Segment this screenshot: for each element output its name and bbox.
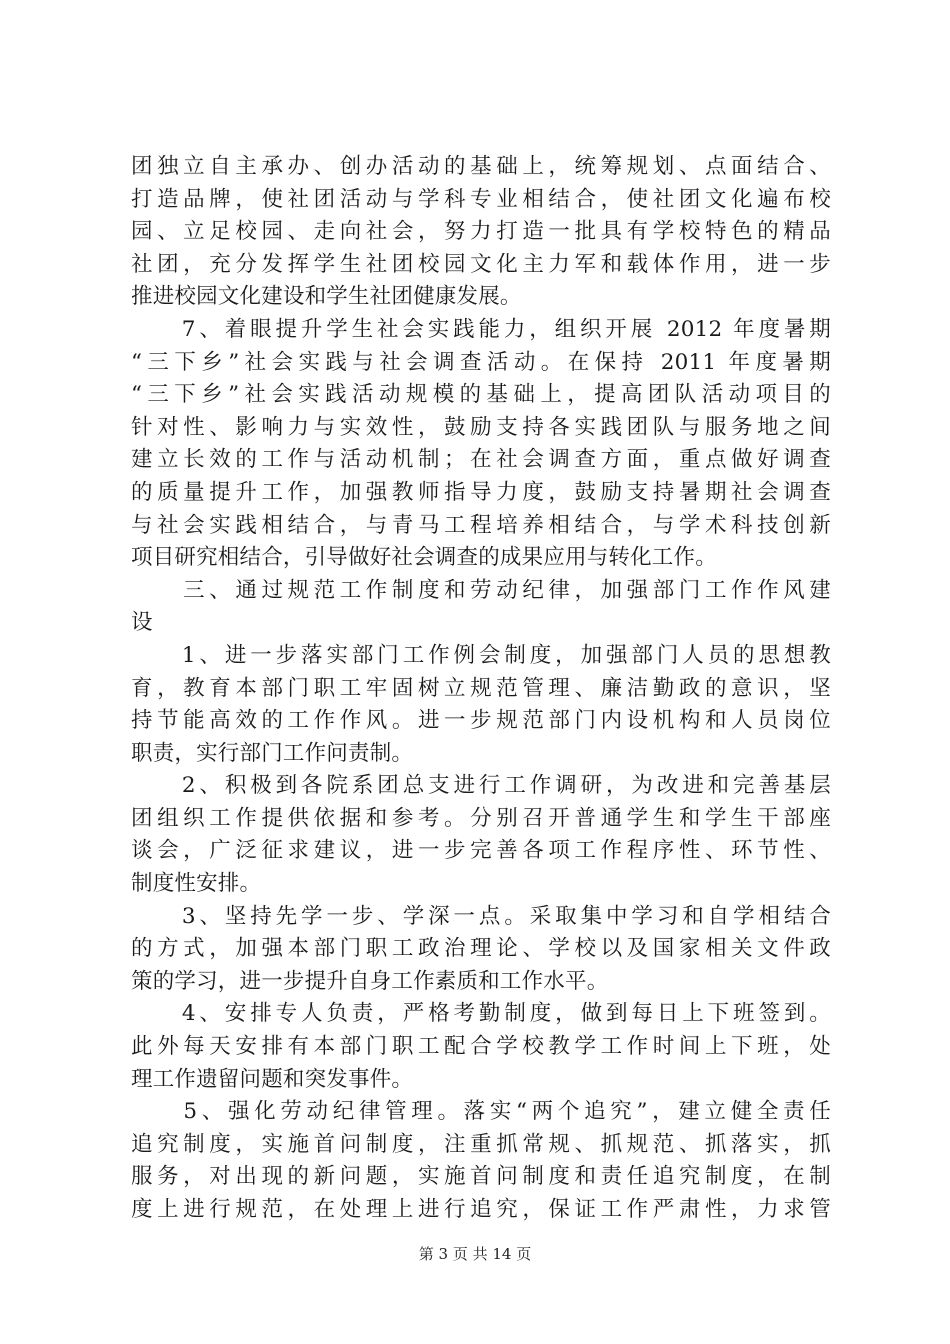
text-line: “三下乡”社会实践活动规模的基础上，提高团队活动项目的 [131,382,831,408]
text-line: 项目研究相结合，引导做好社会调查的成果应用与转化工作。 [131,545,717,571]
text-line: 团独立自主承办、创办活动的基础上，统筹规划、点面结合、 [131,154,831,179]
text-line: 此外每天安排有本部门职工配合学校教学工作时间上下班，处 [131,1034,831,1060]
page-footer: 第 3 页 共 14 页 [418,1245,532,1263]
text-line: 谈会，广泛征求建议，进一步完善各项工作程序性、环节性、 [131,838,831,864]
text-line: 设 [131,610,153,636]
text-line: 5、强化劳动纪律管理。落实“两个追究”，建立健全责任 [131,1099,831,1125]
text-line: 推进校园文化建设和学生社团健康发展。 [131,284,522,310]
text-line: 针对性、影响力与实效性，鼓励支持各实践团队与服务地之间 [131,414,831,440]
text-line: 园、立足校园、走向社会，努力打造一批具有学校特色的精品 [131,219,831,245]
text-line: “三下乡”社会实践与社会调查活动。在保持 2011 年度暑期 [131,349,831,375]
text-line: 育，教育本部门职工牢固树立规范管理、廉洁勤政的意识，坚 [131,675,831,701]
text-line: 的方式，加强本部门职工政治理论、学校以及国家相关文件政 [131,936,831,962]
text-line: 的质量提升工作，加强教师指导力度，鼓励支持暑期社会调查 [131,479,831,505]
text-line: 追究制度，实施首问制度，注重抓常规、抓规范、抓落实，抓 [131,1131,831,1157]
text-line: 团组织工作提供依据和参考。分别召开普通学生和学生干部座 [131,805,831,831]
text-line: 打造品牌，使社团活动与学科专业相结合，使社团文化遍布校 [131,186,831,212]
text-line: 职责，实行部门工作问责制。 [131,740,414,766]
text-line: 2、积极到各院系团总支进行工作调研，为改进和完善基层 [131,773,831,799]
text-line: 7、着眼提升学生社会实践能力，组织开展 2012 年度暑期 [131,316,831,342]
text-line: 建立长效的工作与活动机制；在社会调查方面，重点做好调查 [131,447,831,473]
text-line: 制度性安排。 [131,871,262,897]
text-line: 4、安排专人负责，严格考勤制度，做到每日上下班签到。 [131,1001,831,1027]
text-line: 度上进行规范，在处理上进行追究，保证工作严肃性，力求管 [131,1197,831,1222]
text-line: 服务，对出现的新问题，实施首问制度和责任追究制度，在制 [131,1164,831,1190]
text-line: 3、坚持先学一步、学深一点。采取集中学习和自学相结合 [131,903,831,929]
text-line: 策的学习，进一步提升自身工作素质和工作水平。 [131,968,609,994]
text-line: 社团，充分发挥学生社团校园文化主力军和载体作用，进一步 [131,251,831,277]
text-line: 三、通过规范工作制度和劳动纪律，加强部门工作作风建 [131,577,831,603]
document-body [131,151,831,1227]
text-line: 持节能高效的工作作风。进一步规范部门内设机构和人员岗位 [131,708,831,734]
text-line: 与社会实践相结合，与青马工程培养相结合，与学术科技创新 [131,512,831,538]
text-line: 1、进一步落实部门工作例会制度，加强部门人员的思想教 [131,642,831,668]
text-line: 理工作遗留问题和突发事件。 [131,1066,414,1092]
